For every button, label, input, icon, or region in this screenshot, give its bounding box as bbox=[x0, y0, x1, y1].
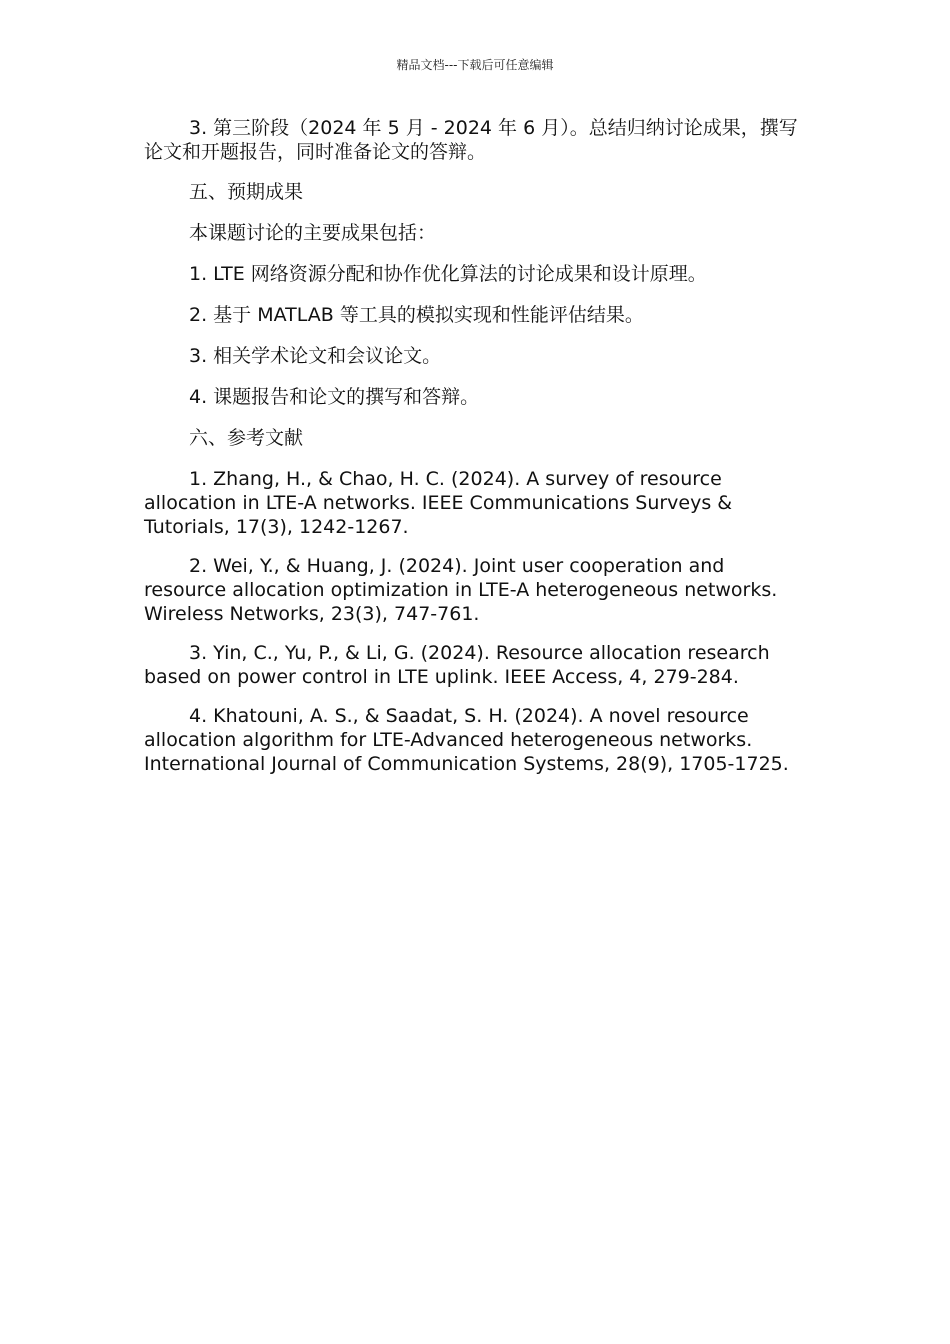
list-item-result-1: 1. LTE 网络资源分配和协作优化算法的讨论成果和设计原理。 bbox=[189, 263, 707, 285]
section-heading-references: 六、参考文献 bbox=[189, 427, 304, 449]
paragraph-phase-three: 3. 第三阶段（2024 年 5 月 - 2024 年 6 月）。总结归纳讨论成果，撰写论文和开题报告，同时准备论文的答辩。 bbox=[144, 117, 798, 163]
document-body bbox=[144, 116, 809, 791]
reference-item-3: 3. Yin, C., Yu, P., & Li, G. (2024). Resource allocation research based on power control in LTE uplink. IEEE Access, 4, 279-284. bbox=[144, 642, 770, 688]
reference-item-4: 4. Khatouni, A. S., & Saadat, S. H. (2024). A novel resource allocation algorithm for LTE-Advanced heterogeneous networks. International Journal of Communication Systems, 28(9), 1705-1725. bbox=[144, 705, 789, 775]
reference-item-1: 1. Zhang, H., & Chao, H. C. (2024). A survey of resource allocation in LTE-A networks. IEEE Communications Surveys & Tutorials, 17(3), 1242-1267. bbox=[144, 468, 733, 538]
list-item-result-2: 2. 基于 MATLAB 等工具的模拟实现和性能评估结果。 bbox=[189, 304, 644, 326]
list-item-result-4: 4. 课题报告和论文的撰写和答辩。 bbox=[189, 386, 480, 408]
reference-item-2: 2. Wei, Y., & Huang, J. (2024). Joint user cooperation and resource allocation optimization in LTE-A heterogeneous networks. Wireless Networks, 23(3), 747-761. bbox=[144, 555, 778, 625]
list-item-result-3: 3. 相关学术论文和会议论文。 bbox=[189, 345, 442, 367]
section-heading-expected-results: 五、预期成果 bbox=[189, 181, 304, 203]
page-header: 精品文档---下载后可任意编辑 bbox=[396, 58, 554, 72]
paragraph-results-intro: 本课题讨论的主要成果包括： bbox=[189, 222, 437, 244]
